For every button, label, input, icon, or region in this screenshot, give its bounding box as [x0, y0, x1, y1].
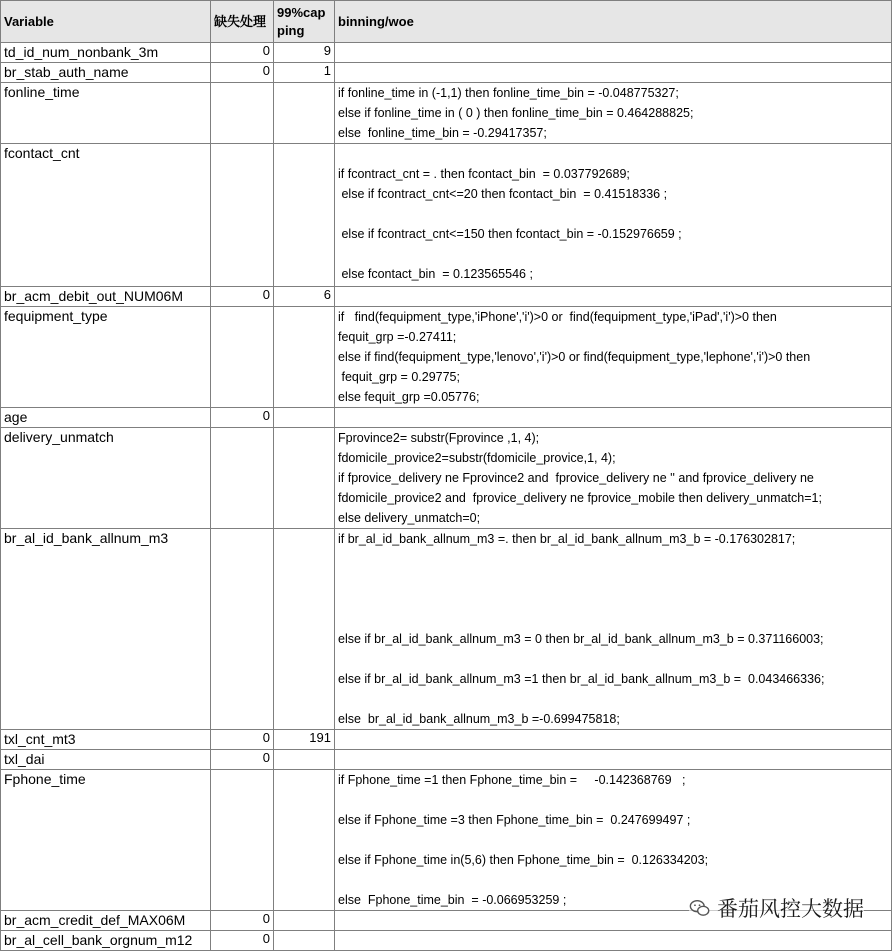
header-variable: Variable [1, 1, 211, 43]
code-line: else fcontact_bin = 0.123565546 ; [338, 267, 533, 281]
watermark [689, 893, 864, 923]
variable-cell: delivery_unmatch [1, 428, 211, 529]
code-line: else fequit_grp =0.05776; [338, 390, 480, 404]
missing-cell [211, 428, 274, 529]
wechat-icon [689, 897, 711, 919]
capping-cell: 191 [274, 730, 335, 750]
missing-cell [211, 83, 274, 144]
table-row [1, 730, 892, 750]
missing-cell: 0 [211, 408, 274, 428]
binning-cell [335, 750, 892, 770]
table-row [1, 750, 892, 770]
code-line: else if Fphone_time in(5,6) then Fphone_time_bin = 0.126334203; [338, 853, 709, 867]
binning-cell [335, 43, 892, 63]
binning-cell [335, 529, 892, 730]
code-line: if fprovice_delivery ne Fprovince2 and fprovice_delivery ne '' and fprovice_delivery ne [338, 471, 814, 485]
variable-cell: txl_cnt_mt3 [1, 730, 211, 750]
binning-cell [335, 63, 892, 83]
binning-cell [335, 83, 892, 144]
table-row [1, 931, 892, 951]
capping-cell: 1 [274, 63, 335, 83]
code-line [338, 689, 888, 709]
code-line: fdomicile_provice2 and fprovice_delivery ne fprovice_mobile then delivery_unmatch=1; [338, 491, 822, 505]
header-row [1, 1, 892, 43]
table-row [1, 287, 892, 307]
table-row [1, 63, 892, 83]
code-line: else if Fphone_time =3 then Fphone_time_bin = 0.247699497 ; [338, 813, 691, 827]
capping-cell [274, 750, 335, 770]
code-line: else if fcontract_cnt<=150 then fcontact_bin = -0.152976659 ; [338, 227, 682, 241]
missing-cell: 0 [211, 931, 274, 951]
table-row [1, 144, 892, 287]
capping-cell [274, 931, 335, 951]
code-line: else if fcontract_cnt<=20 then fcontact_bin = 0.41518336 ; [338, 187, 668, 201]
code-line: fdomicile_provice2=substr(fdomicile_provice,1, 4); [338, 451, 616, 465]
table-row [1, 428, 892, 529]
code-line: else br_al_id_bank_allnum_m3_b =-0.699475818; [338, 712, 620, 726]
missing-cell [211, 529, 274, 730]
code-line [338, 589, 888, 609]
code-line: else delivery_unmatch=0; [338, 511, 481, 525]
capping-cell [274, 529, 335, 730]
variable-cell: td_id_num_nonbank_3m [1, 43, 211, 63]
code-line: else if fonline_time in ( 0 ) then fonline_time_bin = 0.464288825; [338, 106, 694, 120]
code-line [338, 204, 888, 224]
table-row [1, 43, 892, 63]
variable-cell: br_al_cell_bank_orgnum_m12 [1, 931, 211, 951]
code-line: else if br_al_id_bank_allnum_m3 =1 then br_al_id_bank_allnum_m3_b = 0.043466336; [338, 672, 825, 686]
code-line [338, 790, 888, 810]
code-line [338, 549, 888, 569]
code-line [338, 830, 888, 850]
code-line: fequit_grp =-0.27411; [338, 330, 457, 344]
variable-cell: br_acm_debit_out_NUM06M [1, 287, 211, 307]
code-line [338, 609, 888, 629]
watermark-text: 番茄风控大数据 [717, 898, 864, 921]
binning-cell [335, 408, 892, 428]
code-line: if find(fequipment_type,'iPhone','i')>0 or find(fequipment_type,'iPad','i')>0 then [338, 310, 777, 324]
capping-cell [274, 307, 335, 408]
capping-cell [274, 83, 335, 144]
capping-cell [274, 428, 335, 529]
variable-cell: fcontact_cnt [1, 144, 211, 287]
capping-cell [274, 144, 335, 287]
variable-cell: fonline_time [1, 83, 211, 144]
code-line: else fonline_time_bin = -0.29417357; [338, 126, 547, 140]
code-line: Fprovince2= substr(Fprovince ,1, 4); [338, 431, 540, 445]
binning-cell [335, 144, 892, 287]
table-row [1, 408, 892, 428]
code-line [338, 649, 888, 669]
code-line: if fonline_time in (-1,1) then fonline_time_bin = -0.048775327; [338, 86, 679, 100]
table-row [1, 770, 892, 911]
missing-cell: 0 [211, 43, 274, 63]
code-line: fequit_grp = 0.29775; [338, 370, 460, 384]
capping-cell [274, 408, 335, 428]
binning-cell [335, 730, 892, 750]
binning-cell [335, 307, 892, 408]
code-line: if br_al_id_bank_allnum_m3 =. then br_al_id_bank_allnum_m3_b = -0.176302817; [338, 532, 796, 546]
code-line: else Fphone_time_bin = -0.066953259 ; [338, 893, 567, 907]
code-line: else if find(fequipment_type,'lenovo','i')>0 or find(fequipment_type,'lephone','i')>0 then [338, 350, 811, 364]
variable-cell: br_al_id_bank_allnum_m3 [1, 529, 211, 730]
capping-cell [274, 770, 335, 911]
binning-cell [335, 931, 892, 951]
capping-cell: 6 [274, 287, 335, 307]
code-line [338, 870, 888, 890]
missing-cell [211, 144, 274, 287]
code-line [338, 244, 888, 264]
code-line: if Fphone_time =1 then Fphone_time_bin = -0.142368769 ; [338, 773, 686, 787]
variable-cell: br_acm_credit_def_MAX06M [1, 911, 211, 931]
header-missing: 缺失处理 [211, 1, 274, 43]
variable-cell: fequipment_type [1, 307, 211, 408]
missing-cell: 0 [211, 287, 274, 307]
binning-cell [335, 428, 892, 529]
binning-cell [335, 770, 892, 911]
binning-cell [335, 287, 892, 307]
header-capping: 99%capping [274, 1, 335, 43]
variable-cell: Fphone_time [1, 770, 211, 911]
missing-cell: 0 [211, 911, 274, 931]
missing-cell: 0 [211, 730, 274, 750]
capping-cell [274, 911, 335, 931]
code-line: if fcontract_cnt = . then fcontact_bin = 0.037792689; [338, 167, 630, 181]
code-line [338, 144, 888, 164]
capping-cell: 9 [274, 43, 335, 63]
table-row [1, 83, 892, 144]
table-row [1, 307, 892, 408]
variable-cell: age [1, 408, 211, 428]
missing-cell [211, 307, 274, 408]
missing-cell: 0 [211, 63, 274, 83]
table-row [1, 529, 892, 730]
variable-cell: br_stab_auth_name [1, 63, 211, 83]
code-line: else if br_al_id_bank_allnum_m3 = 0 then br_al_id_bank_allnum_m3_b = 0.371166003; [338, 632, 824, 646]
variable-cell: txl_dai [1, 750, 211, 770]
missing-cell [211, 770, 274, 911]
code-line [338, 569, 888, 589]
header-binning: binning/woe [335, 1, 892, 43]
missing-cell: 0 [211, 750, 274, 770]
